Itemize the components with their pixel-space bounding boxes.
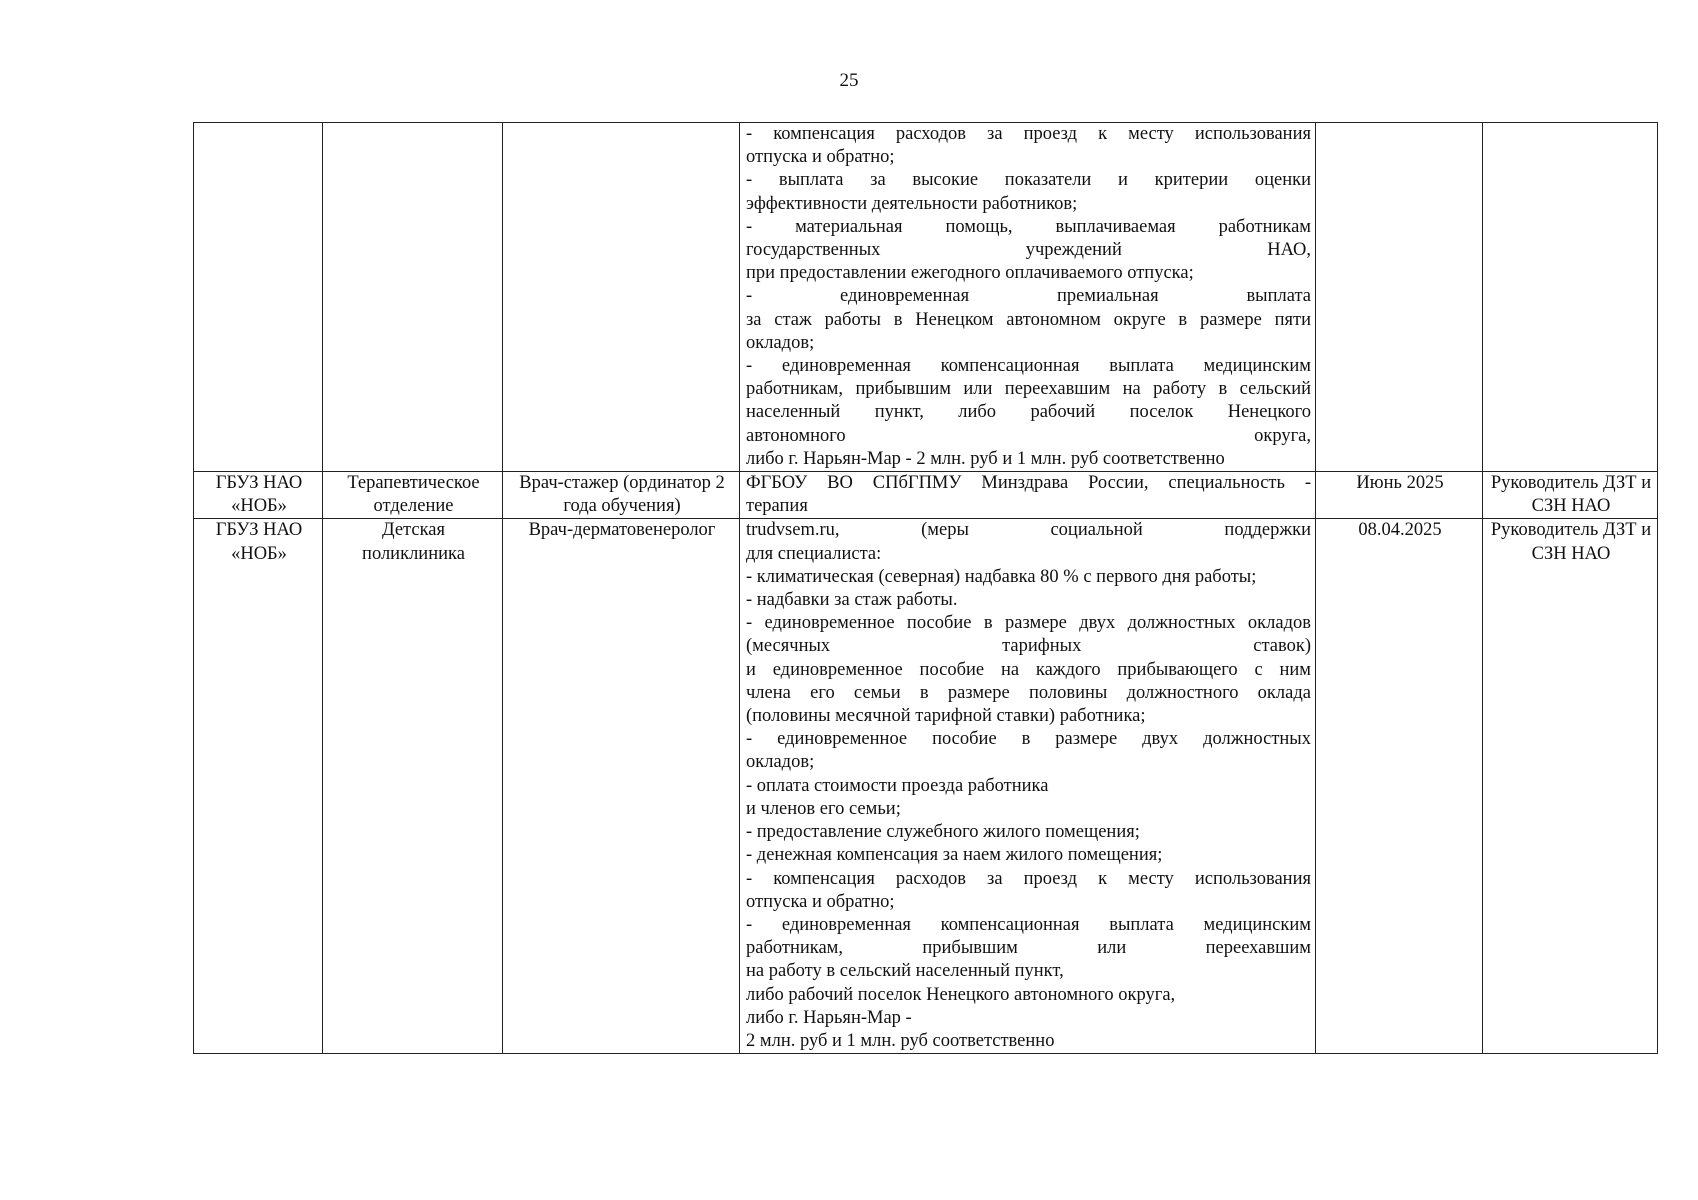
description-cell (740, 472, 1316, 519)
description-line: отпуска и обратно; (746, 891, 895, 912)
description-line: окладов; (746, 752, 815, 773)
description-line: отпуска и обратно; (746, 147, 895, 168)
description-line: работникам, прибывшим или переехавшим на работу в сельский (746, 379, 1311, 400)
responsible-cell (1483, 519, 1658, 1054)
date-cell (1316, 123, 1483, 472)
description-line: и членов его семьи; (746, 798, 901, 819)
description-line: trudvsem.ru, (меры социальной поддержки (746, 520, 1311, 541)
date-value: 08.04.2025 (1358, 520, 1442, 541)
description-line: - компенсация расходов за проезд к месту использования (746, 124, 1311, 144)
table-row (194, 519, 1658, 1054)
description-line: - единовременная компенсационная выплата медицинским (746, 356, 1311, 377)
description-line: (половины месячной тарифной ставки) работника; (746, 706, 1146, 727)
org-cell (194, 472, 323, 519)
org-cell (194, 519, 323, 1054)
description-line: работникам, прибывшим или переехавшим (746, 938, 1311, 959)
description-line: - компенсация расходов за проезд к месту использования (746, 868, 1311, 889)
description-line: - предоставление служебного жилого помещения; (746, 822, 1140, 843)
description-line: (месячных тарифных ставок) (746, 636, 1311, 657)
description-line: 2 млн. руб и 1 млн. руб соответственно (746, 1030, 1055, 1051)
position-name: Врач-дерматовенеролог (528, 520, 716, 541)
page-number: 25 (839, 70, 859, 91)
department-cell (323, 123, 503, 472)
description-line: для специалиста: (746, 543, 882, 564)
responsible-name: Руководитель ДЗТ и СЗН НАО (1490, 473, 1652, 517)
description-line: за стаж работы в Ненецком автономном округе в размере пяти (746, 309, 1311, 330)
org-name: ГБУЗ НАО «НОБ» (215, 520, 303, 564)
description-line: - надбавки за стаж работы. (746, 590, 958, 611)
position-cell (503, 123, 740, 472)
responsible-cell (1483, 472, 1658, 519)
description-cell (740, 123, 1316, 472)
org-cell (194, 123, 323, 472)
responsible-cell (1483, 123, 1658, 472)
description-line: - материальная помощь, выплачиваемая работникам (746, 216, 1311, 237)
position-cell (503, 472, 740, 519)
description-line: - единовременная компенсационная выплата медицинским (746, 914, 1311, 935)
description-line: - выплата за высокие показатели и критерии оценки (746, 170, 1311, 191)
description-line: эффективности деятельности работников; (746, 193, 1078, 214)
description-line: окладов; (746, 332, 815, 353)
description-line: государственных учреждений НАО, (746, 240, 1311, 261)
description-line: - климатическая (северная) надбавка 80 % с первого дня работы; (746, 566, 1257, 587)
description-line: - единовременная премиальная выплата (746, 286, 1311, 307)
responsible-name: Руководитель ДЗТ и СЗН НАО (1490, 520, 1652, 564)
department-name: Детская поликлиника (362, 520, 465, 564)
position-name: Врач-стажер (ординатор 2 года обучения) (519, 473, 725, 517)
description-line: - единовременное пособие в размере двух должностных (746, 729, 1311, 750)
description-line: на работу в сельский населенный пункт, (746, 961, 1064, 982)
description-line: автономного округа, (746, 425, 1311, 446)
department-cell (323, 519, 503, 1054)
description-line: и единовременное пособие на каждого прибывающего с ним (746, 659, 1311, 680)
date-cell (1316, 472, 1483, 519)
description-line: населенный пункт, либо рабочий поселок Ненецкого (746, 402, 1311, 423)
description-line: либо рабочий поселок Ненецкого автономного округа, (746, 984, 1176, 1005)
description-line: терапия (746, 496, 808, 517)
description-line: члена его семьи в размере половины должностного оклада (746, 682, 1311, 703)
description-line: ФГБОУ ВО СПбГПМУ Минздрава России, специальность - (746, 473, 1311, 494)
description-line: либо г. Нарьян-Мар - 2 млн. руб и 1 млн. руб соответственно (746, 448, 1225, 469)
table-row (194, 472, 1658, 519)
description-line: - оплата стоимости проезда работника (746, 775, 1049, 796)
description-cell (740, 519, 1316, 1054)
date-value: Июнь 2025 (1356, 473, 1444, 494)
description-line: - единовременное пособие в размере двух должностных окладов (746, 613, 1311, 634)
description-line: при предоставлении ежегодного оплачиваемого отпуска; (746, 263, 1194, 284)
org-name: ГБУЗ НАО «НОБ» (215, 473, 303, 517)
date-cell (1316, 519, 1483, 1054)
table-row (194, 123, 1658, 472)
description-line: либо г. Нарьян-Мар - (746, 1007, 912, 1028)
department-cell (323, 472, 503, 519)
vacancy-table (193, 122, 1658, 1054)
position-cell (503, 519, 740, 1054)
department-name: Терапевтическое отделение (347, 473, 480, 517)
table-body (194, 123, 1658, 1054)
description-line: - денежная компенсация за наем жилого помещения; (746, 845, 1163, 866)
